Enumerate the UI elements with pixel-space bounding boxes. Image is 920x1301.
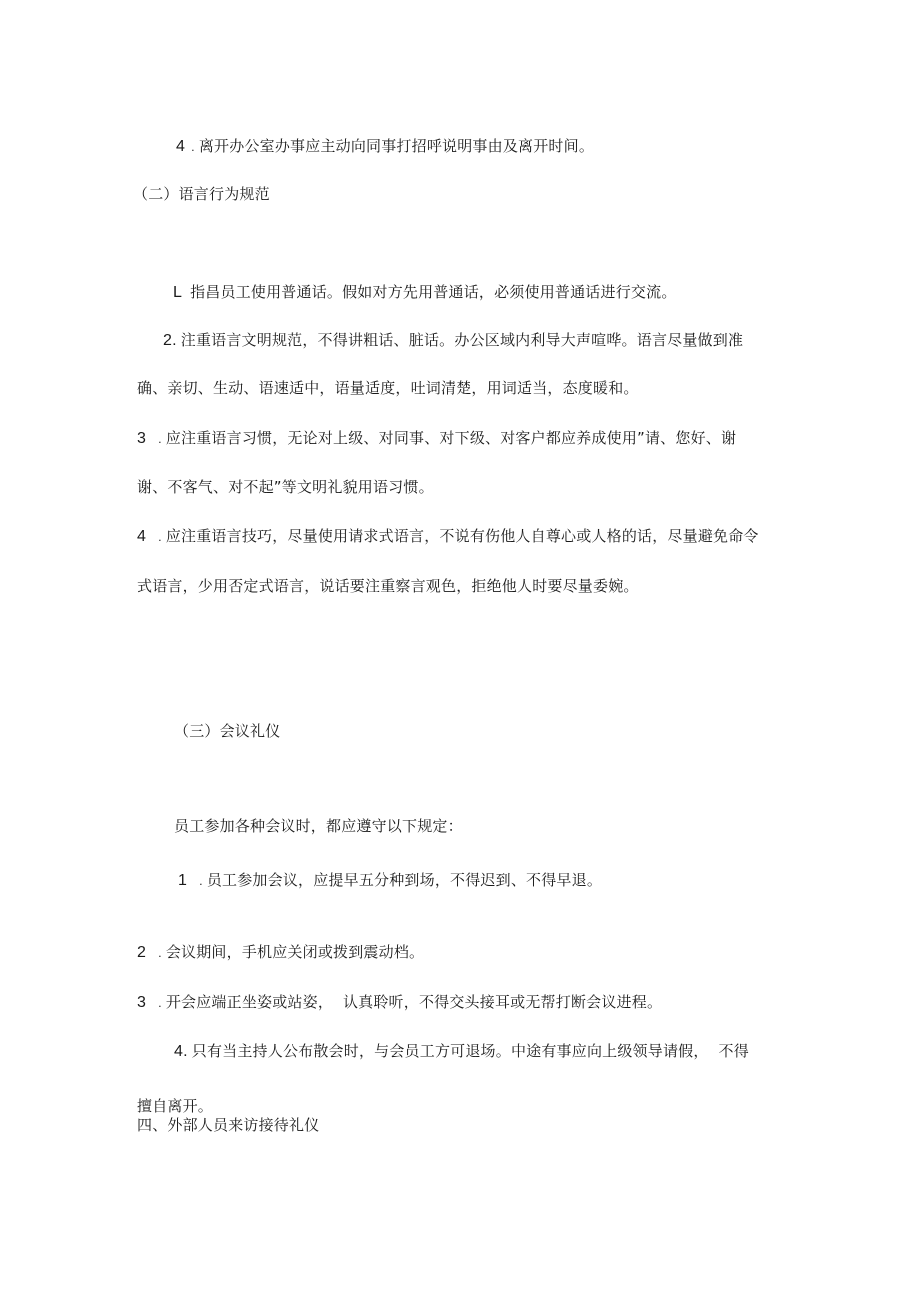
paragraph-text: 指昌员工使用普通话。假如对方先用普通话，必须使用普通话进行交流。 — [190, 283, 677, 301]
section-heading-visitor-reception — [137, 1115, 319, 1135]
paragraph-text: 擅自离开。 — [137, 1097, 214, 1115]
paragraph-text: 员工参加各种会议时，都应遵守以下规定： — [174, 817, 463, 835]
section-heading-language-behavior — [133, 184, 270, 204]
paragraph-meeting-intro — [174, 816, 463, 836]
paragraph-text: 离开办公室办事应主动向同事打招呼说明事由及离开时间。 — [198, 137, 595, 155]
heading-text: （三）会议礼仪 — [174, 722, 281, 740]
item-number: 4 — [137, 528, 147, 545]
item-number: L — [173, 284, 183, 301]
paragraph-meeting-item-4 — [174, 1041, 749, 1062]
paragraph-item-3-language-habits — [137, 428, 736, 450]
paragraph-text: 开会应端正坐姿或站姿， 认真聆听，不得交头接耳或无帮打断会议进程。 — [165, 993, 663, 1011]
item-number: 2 — [137, 944, 147, 961]
item-number: 2. — [163, 332, 177, 349]
paragraph-item-2-civil-language — [163, 330, 743, 351]
item-number: 3 — [137, 994, 147, 1011]
item-number: 4. — [174, 1043, 188, 1060]
paragraph-meeting-item-2 — [137, 942, 424, 964]
paragraph-item-2-continued — [137, 378, 639, 398]
paragraph-text: 式语言，少用否定式语言，说话要注重察言观色，拒绝他人时要尽量委婉。 — [137, 577, 639, 595]
item-dot: . — [199, 875, 203, 888]
paragraph-meeting-item-1 — [178, 870, 602, 892]
paragraph-item-3-continued — [137, 477, 434, 497]
item-dot: . — [191, 141, 195, 154]
paragraph-item-4-leave-office — [176, 136, 594, 158]
paragraph-item-1-mandarin — [173, 282, 677, 303]
paragraph-text: 确、亲切、生动、语速适中，语量适度，吐词清楚，用词适当，态度暖和。 — [137, 379, 639, 397]
paragraph-text: 应注重语言习惯，无论对上级、对同事、对下级、对客户都应养成使用”请、您好、谢 — [165, 429, 737, 447]
item-dot: . — [158, 531, 162, 544]
item-number: 3 — [137, 430, 147, 447]
paragraph-text: 员工参加会议，应提早五分种到场，不得迟到、不得早退。 — [206, 871, 603, 889]
paragraph-meeting-item-3 — [137, 992, 662, 1014]
paragraph-text: 注重语言文明规范，不得讲粗话、脏话。办公区域内利导大声喧哗。语言尽量做到准 — [180, 331, 744, 349]
section-heading-meeting-etiquette — [174, 721, 280, 741]
paragraph-text: 只有当主持人公布散会时，与会员工方可退场。中途有事应向上级领导请假， 不得 — [191, 1042, 749, 1060]
item-number: 1 — [178, 872, 188, 889]
heading-text: 四、外部人员来访接待礼仪 — [137, 1116, 320, 1134]
paragraph-item-4-continued — [137, 576, 639, 596]
paragraph-text: 谢、不客气、对不起”等文明礼貌用语习惯。 — [137, 478, 434, 496]
paragraph-meeting-item-4-continued — [137, 1096, 213, 1116]
item-dot: . — [158, 997, 162, 1010]
paragraph-item-4-language-skills — [137, 526, 759, 548]
paragraph-text: 应注重语言技巧，尽量使用请求式语言，不说有伤他人自尊心或人格的话，尽量避免命令 — [165, 527, 759, 545]
item-dot: . — [158, 433, 162, 446]
item-dot: . — [158, 947, 162, 960]
heading-text: （二）语言行为规范 — [133, 185, 270, 203]
paragraph-text: 会议期间，手机应关闭或拨到震动档。 — [165, 943, 425, 961]
item-number: 4 — [176, 138, 186, 155]
